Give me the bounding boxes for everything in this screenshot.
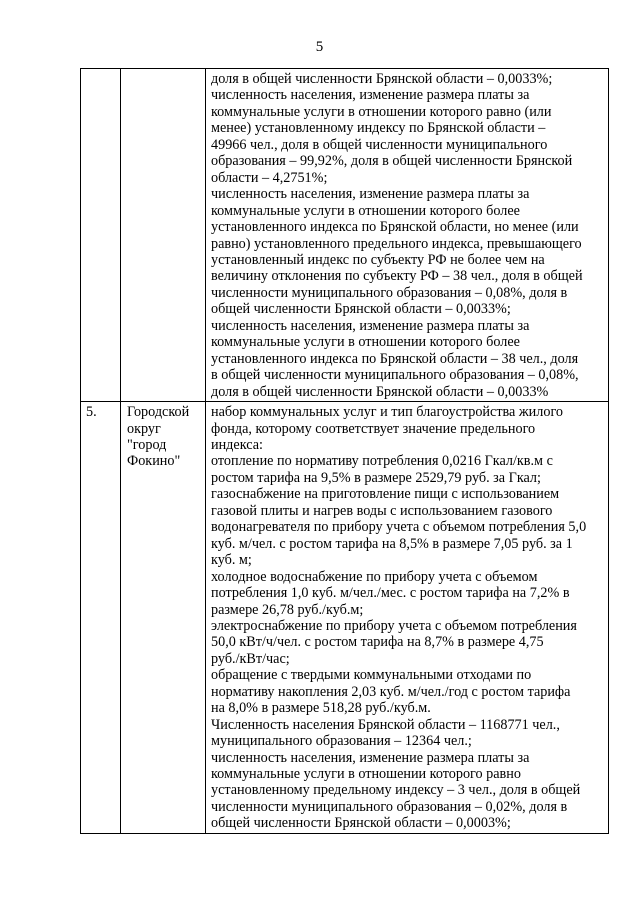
table-row-continuation	[81, 69, 609, 402]
text-line: области – 4,2751%;	[211, 169, 328, 186]
text-line: образования – 99,92%, доля в общей численности Брянской	[211, 153, 573, 170]
text-line: общей численности Брянской области – 0,0033%;	[211, 301, 511, 318]
municipality-name-cell	[121, 69, 206, 402]
text-line: муниципального образования – 12364 чел.;	[211, 733, 472, 750]
page-number: 5	[315, 39, 324, 55]
text-line: газовой плиты и нагрев воды с использованием газового	[211, 502, 553, 519]
text-line: куб. м/чел. с ростом тарифа на 8,5% в размере 7,05 руб. за 1	[211, 535, 573, 552]
text-line: отопление по нормативу потребления 0,0216 Гкал/кв.м с	[211, 453, 553, 470]
text-line: установленному предельному индексу – 3 чел., доля в общей	[211, 782, 581, 799]
text-line: набор коммунальных услуг и тип благоустройства жилого	[211, 404, 564, 421]
text-line: численность населения, изменение размера платы за	[211, 317, 530, 334]
text-line: численность населения, изменение размера платы за	[211, 186, 530, 203]
text-line: численности муниципального образования – 0,02%, доля в	[211, 798, 568, 815]
text-line: численности муниципального образования – 0,08%, доля в	[211, 284, 568, 301]
text-line: равно) установленного предельного индекса, превышающего	[211, 235, 582, 252]
text-line: установленного индекса по Брянской области, но менее (или	[211, 219, 579, 236]
text-line: коммунальные услуги в отношении которого более	[211, 334, 520, 351]
text-line: установленный индекс по субъекту РФ не более чем на	[211, 251, 545, 268]
table-row-fokino	[81, 402, 609, 834]
text-line: размере 26,78 руб./куб.м;	[211, 601, 364, 618]
text-line: численность населения, изменение размера платы за	[211, 87, 530, 104]
text-line: доля в общей численности Брянской области – 0,0033%;	[211, 71, 553, 87]
text-line: руб./кВт/час;	[211, 650, 290, 667]
text-line: электроснабжение по прибору учета с объемом потребления	[211, 617, 577, 634]
description-cell	[206, 69, 609, 402]
text-line: газоснабжение на приготовление пищи с использованием	[211, 486, 560, 503]
text-line: нормативу накопления 2,03 куб. м/чел./год с ростом тарифа	[211, 683, 571, 700]
row-number-cell: 5.	[81, 402, 121, 834]
text-line: коммунальные услуги в отношении которого более	[211, 202, 520, 219]
text-line: холодное водоснабжение по прибору учета с объемом	[211, 568, 538, 585]
text-line: индекса:	[211, 436, 263, 453]
text-line: коммунальные услуги в отношении которого равно	[211, 766, 521, 783]
text-line: 49966 чел., доля в общей численности муниципального	[211, 136, 548, 153]
text-line: 50,0 кВт/ч/чел. с ростом тарифа на 8,7% в размере 4,75	[211, 634, 544, 651]
text-line: Численность населения Брянской области – 1168771 чел.,	[211, 716, 560, 733]
text-line: менее) установленному индексу по Брянской области –	[211, 120, 546, 137]
municipality-name-line: Городской	[127, 404, 190, 421]
municipal-data-table	[80, 68, 609, 834]
text-line: в общей численности муниципального образования – 0,08%,	[211, 367, 579, 384]
municipality-name-line: Фокино"	[127, 453, 181, 470]
text-line: коммунальные услуги в отношении которого равно (или	[211, 103, 552, 120]
text-line: величину отклонения по субъекту РФ – 38 чел., доля в общей	[211, 268, 583, 285]
text-line: численность населения, изменение размера платы за	[211, 749, 530, 766]
text-line: фонда, которому соответствует значение предельного	[211, 420, 536, 437]
description-cell	[206, 402, 609, 834]
text-line: на 8,0% в размере 518,28 руб./куб.м.	[211, 700, 431, 717]
text-line: общей численности Брянской области – 0,0003%;	[211, 815, 511, 832]
text-line: установленного индекса по Брянской области – 38 чел., доля	[211, 350, 579, 367]
text-line: обращение с твердыми коммунальными отходами по	[211, 667, 532, 684]
text-line: доля в общей численности Брянской области – 0,0033%	[211, 383, 549, 400]
municipality-name-line: округ	[127, 420, 161, 437]
text-line: ростом тарифа на 9,5% в размере 2529,79 руб. за Гкал;	[211, 469, 541, 486]
text-line: куб. м;	[211, 552, 252, 569]
text-line: водонагревателя по прибору учета с объемом потребления 5,0	[211, 519, 587, 536]
municipality-name-line: "город	[127, 436, 167, 453]
text-line: потребления 1,0 куб. м/чел./мес. с ростом тарифа на 7,2% в	[211, 585, 570, 602]
municipality-name-cell	[121, 402, 206, 834]
row-number-cell	[81, 69, 121, 402]
